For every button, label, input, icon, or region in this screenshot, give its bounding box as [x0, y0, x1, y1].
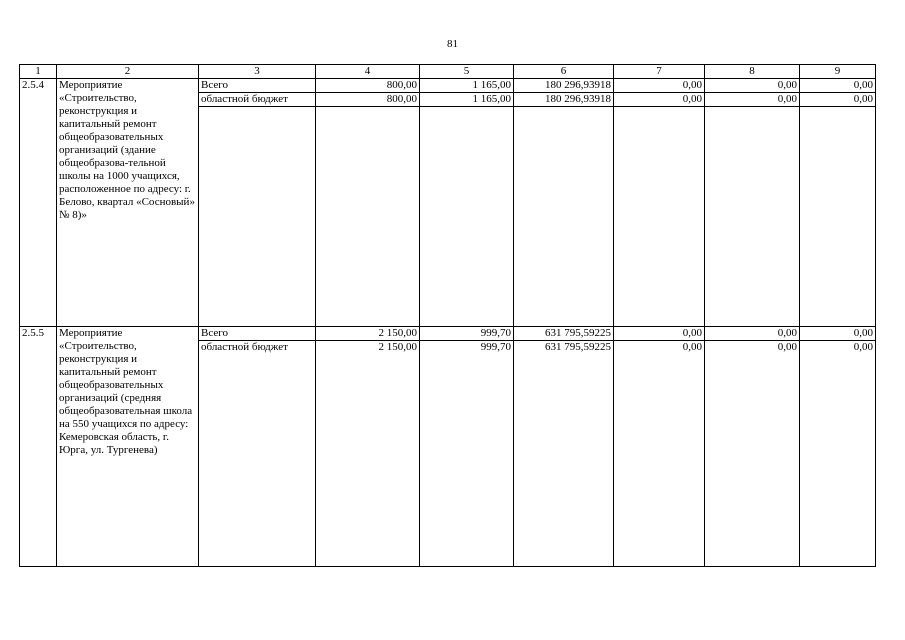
value-col-5: 999,70	[420, 341, 514, 355]
empty-cell	[199, 107, 316, 327]
value-col-6: 180 296,93918	[514, 79, 614, 93]
value-col-7: 0,00	[614, 93, 705, 107]
table-row	[20, 79, 876, 93]
funding-source: Всего	[199, 79, 316, 93]
header-col-5: 5	[420, 65, 514, 79]
value-col-4: 2 150,00	[316, 327, 420, 341]
empty-cell	[420, 354, 514, 566]
empty-cell	[316, 107, 420, 327]
value-col-9: 0,00	[800, 79, 876, 93]
value-col-5: 1 165,00	[420, 93, 514, 107]
value-col-4: 2 150,00	[316, 341, 420, 355]
header-col-7: 7	[614, 65, 705, 79]
value-col-5: 999,70	[420, 327, 514, 341]
value-col-8: 0,00	[705, 79, 800, 93]
empty-cell	[705, 354, 800, 566]
measure-code: 2.5.4	[20, 79, 57, 327]
value-col-7: 0,00	[614, 79, 705, 93]
value-col-4: 800,00	[316, 93, 420, 107]
header-col-3: 3	[199, 65, 316, 79]
value-col-7: 0,00	[614, 327, 705, 341]
header-col-9: 9	[800, 65, 876, 79]
value-col-8: 0,00	[705, 93, 800, 107]
value-col-9: 0,00	[800, 327, 876, 341]
empty-cell	[705, 107, 800, 327]
budget-table	[19, 64, 876, 567]
header-col-8: 8	[705, 65, 800, 79]
value-col-6: 631 795,59225	[514, 327, 614, 341]
empty-cell	[800, 354, 876, 566]
value-col-8: 0,00	[705, 341, 800, 355]
empty-cell	[316, 354, 420, 566]
funding-source: областной бюджет	[199, 341, 316, 355]
value-col-5: 1 165,00	[420, 79, 514, 93]
measure-description: Мероприятие «Строительство, реконструкция и капитальный ремонт общеобразовательных организаций (средняя общеобразовательная школа на 550 учащихся по адресу: Кемеровская область, г. Юрга, ул. Тургенева)	[57, 327, 199, 567]
empty-cell	[199, 354, 316, 566]
empty-cell	[420, 107, 514, 327]
table-header-row	[20, 65, 876, 79]
empty-cell	[800, 107, 876, 327]
empty-cell	[514, 354, 614, 566]
page-number: 81	[447, 38, 458, 50]
header-col-4: 4	[316, 65, 420, 79]
value-col-7: 0,00	[614, 341, 705, 355]
header-col-6: 6	[514, 65, 614, 79]
header-col-1: 1	[20, 65, 57, 79]
value-col-9: 0,00	[800, 93, 876, 107]
measure-description: Мероприятие «Строительство, реконструкция и капитальный ремонт общеобразовательных организаций (здание общеобразова-тельной школы на 1000 учащихся, расположенное по адресу: г. Белово, квартал «Сосновый» № 8)»	[57, 79, 199, 327]
value-col-9: 0,00	[800, 341, 876, 355]
funding-source: областной бюджет	[199, 93, 316, 107]
header-col-2: 2	[57, 65, 199, 79]
funding-source: Всего	[199, 327, 316, 341]
empty-cell	[614, 354, 705, 566]
empty-cell	[514, 107, 614, 327]
value-col-6: 631 795,59225	[514, 341, 614, 355]
empty-cell	[614, 107, 705, 327]
value-col-8: 0,00	[705, 327, 800, 341]
table-row	[20, 327, 876, 341]
value-col-6: 180 296,93918	[514, 93, 614, 107]
value-col-4: 800,00	[316, 79, 420, 93]
measure-code: 2.5.5	[20, 327, 57, 567]
